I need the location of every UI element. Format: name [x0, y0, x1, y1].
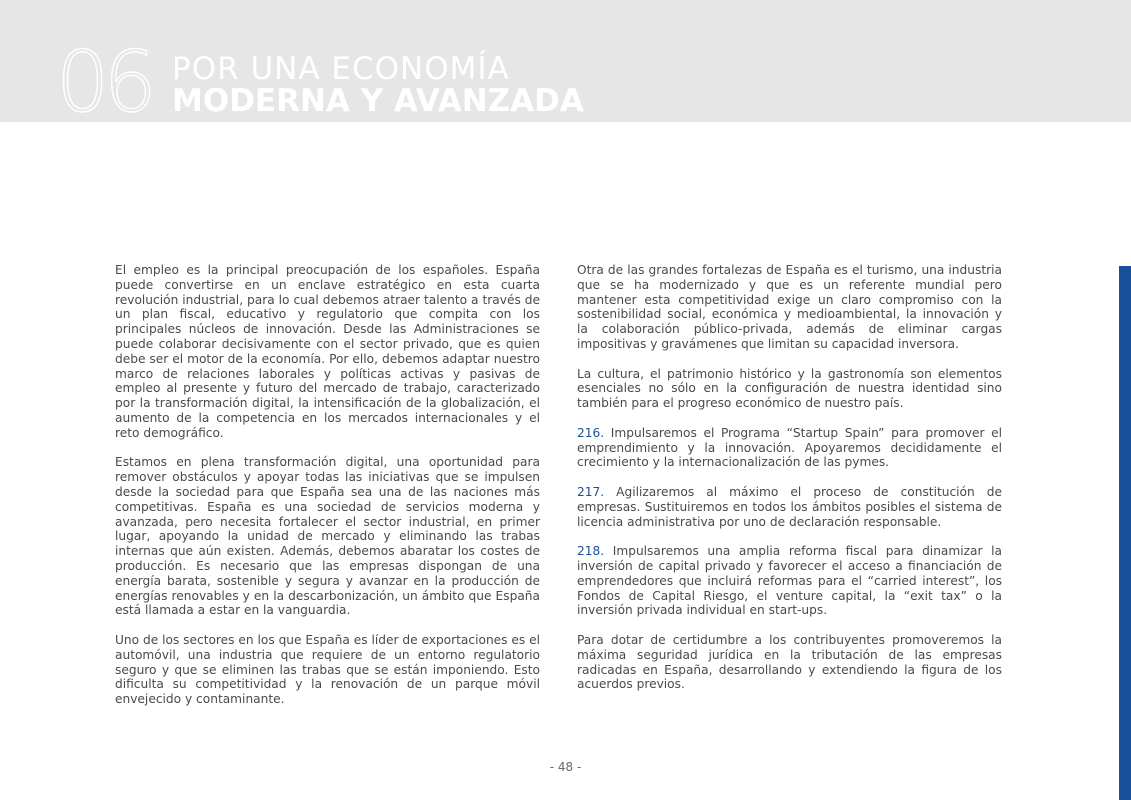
measure-218	[577, 544, 1002, 618]
measure-text: Impulsaremos una amplia reforma fiscal para dinamizar la inversión de capital privado y favorecer el acceso a financiación de emprendedores que incluirá reformas para el “carried interest”, los Fondos de Capital Riesgo, el venture capital, la “exit tax” o la inversión privada individual en start-ups.	[577, 544, 1002, 618]
measure-216	[577, 426, 1002, 470]
paragraph: Uno de los sectores en los que España es líder de exportaciones es el automóvil, una industria que requiere de un entorno regulatorio seguro y que se eliminen las trabas que se están imponiendo. Esto dificulta su competitividad y la renovación de un parque móvil envejecido y contaminante.	[115, 632, 540, 707]
side-accent-bar	[1119, 266, 1131, 800]
page-number: - 48 -	[549, 760, 582, 774]
measure-text: Agilizaremos al máximo el proceso de constitución de empresas. Sustituiremos en todos los ámbitos posibles el sistema de licencia administrativa por uno de declaración responsable.	[577, 484, 1002, 529]
measure-number: 216.	[577, 425, 605, 440]
measure-number: 217.	[577, 484, 605, 499]
measure-217	[577, 485, 1002, 529]
section-title-line2: MODERNA Y AVANZADA	[172, 83, 584, 119]
measure-text: Impulsaremos el Programa “Startup Spain” para promover el emprendimiento y la innovación. Apoyaremos decididamente el crecimiento y la internacionalización de las pymes.	[577, 425, 1002, 470]
paragraph: Estamos en plena transformación digital, una oportunidad para remover obstáculos y apoyar todas las iniciativas que se impulsen desde la sociedad para que España sea una de las naciones más competitivas. España es una sociedad de servicios moderna y avanzada, pero necesita fortalecer el sector industrial, en primer lugar, apoyando la unidad de mercado y eliminando las trabas internas que aún existen. Además, debemos abaratar los costes de producción. Es necesario que las empresas dispongan de una energía barata, sostenible y segura y avanzar en la producción de energías renovables y en la descarbonización, un ámbito que España está llamada a estar en la vanguardia.	[115, 455, 540, 618]
paragraph: Para dotar de certidumbre a los contribuyentes promoveremos la máxima seguridad jurídica en la tributación de las empresas radicadas en España, desarrollando y extendiendo la figura de los acuerdos previos.	[577, 632, 1002, 692]
paragraph: Otra de las grandes fortalezas de España es el turismo, una industria que se ha modernizado y que es un referente mundial pero mantener esta competitividad exige un claro compromiso con la sostenibilidad social, económica y medioambiental, la innovación y la colaboración público-privada, además de eliminar cargas impositivas y gravámenes que limitan su capacidad inversora.	[577, 263, 1002, 351]
left-column	[115, 263, 540, 722]
section-number: 06	[56, 33, 151, 131]
section-title-line1: POR UNA ECONOMÍA	[172, 51, 510, 87]
paragraph: La cultura, el patrimonio histórico y la gastronomía son elementos esenciales no sólo en la configuración de nuestra identidad sino también para el progreso económico de nuestro país.	[577, 366, 1002, 411]
measure-number: 218.	[577, 544, 605, 559]
right-column	[577, 263, 1002, 707]
paragraph: El empleo es la principal preocupación de los españoles. España puede convertirse en un enclave estratégico en esta cuarta revolución industrial, para lo cual debemos atraer talento a través de un plan fiscal, educativo y regulatorio que compita con los principales núcleos de innovación. Desde las Administraciones se puede colaborar decisivamente con el sector privado, que es quien debe ser el motor de la economía. Por ello, debemos adaptar nuestro marco de relaciones laborales y políticas activas y pasivas de empleo al presente y futuro del mercado de trabajo, caracterizado por la transformación digital, la intensificación de la globalización, el aumento de la competencia en los mercados internacionales y el reto demográfico.	[115, 263, 540, 440]
